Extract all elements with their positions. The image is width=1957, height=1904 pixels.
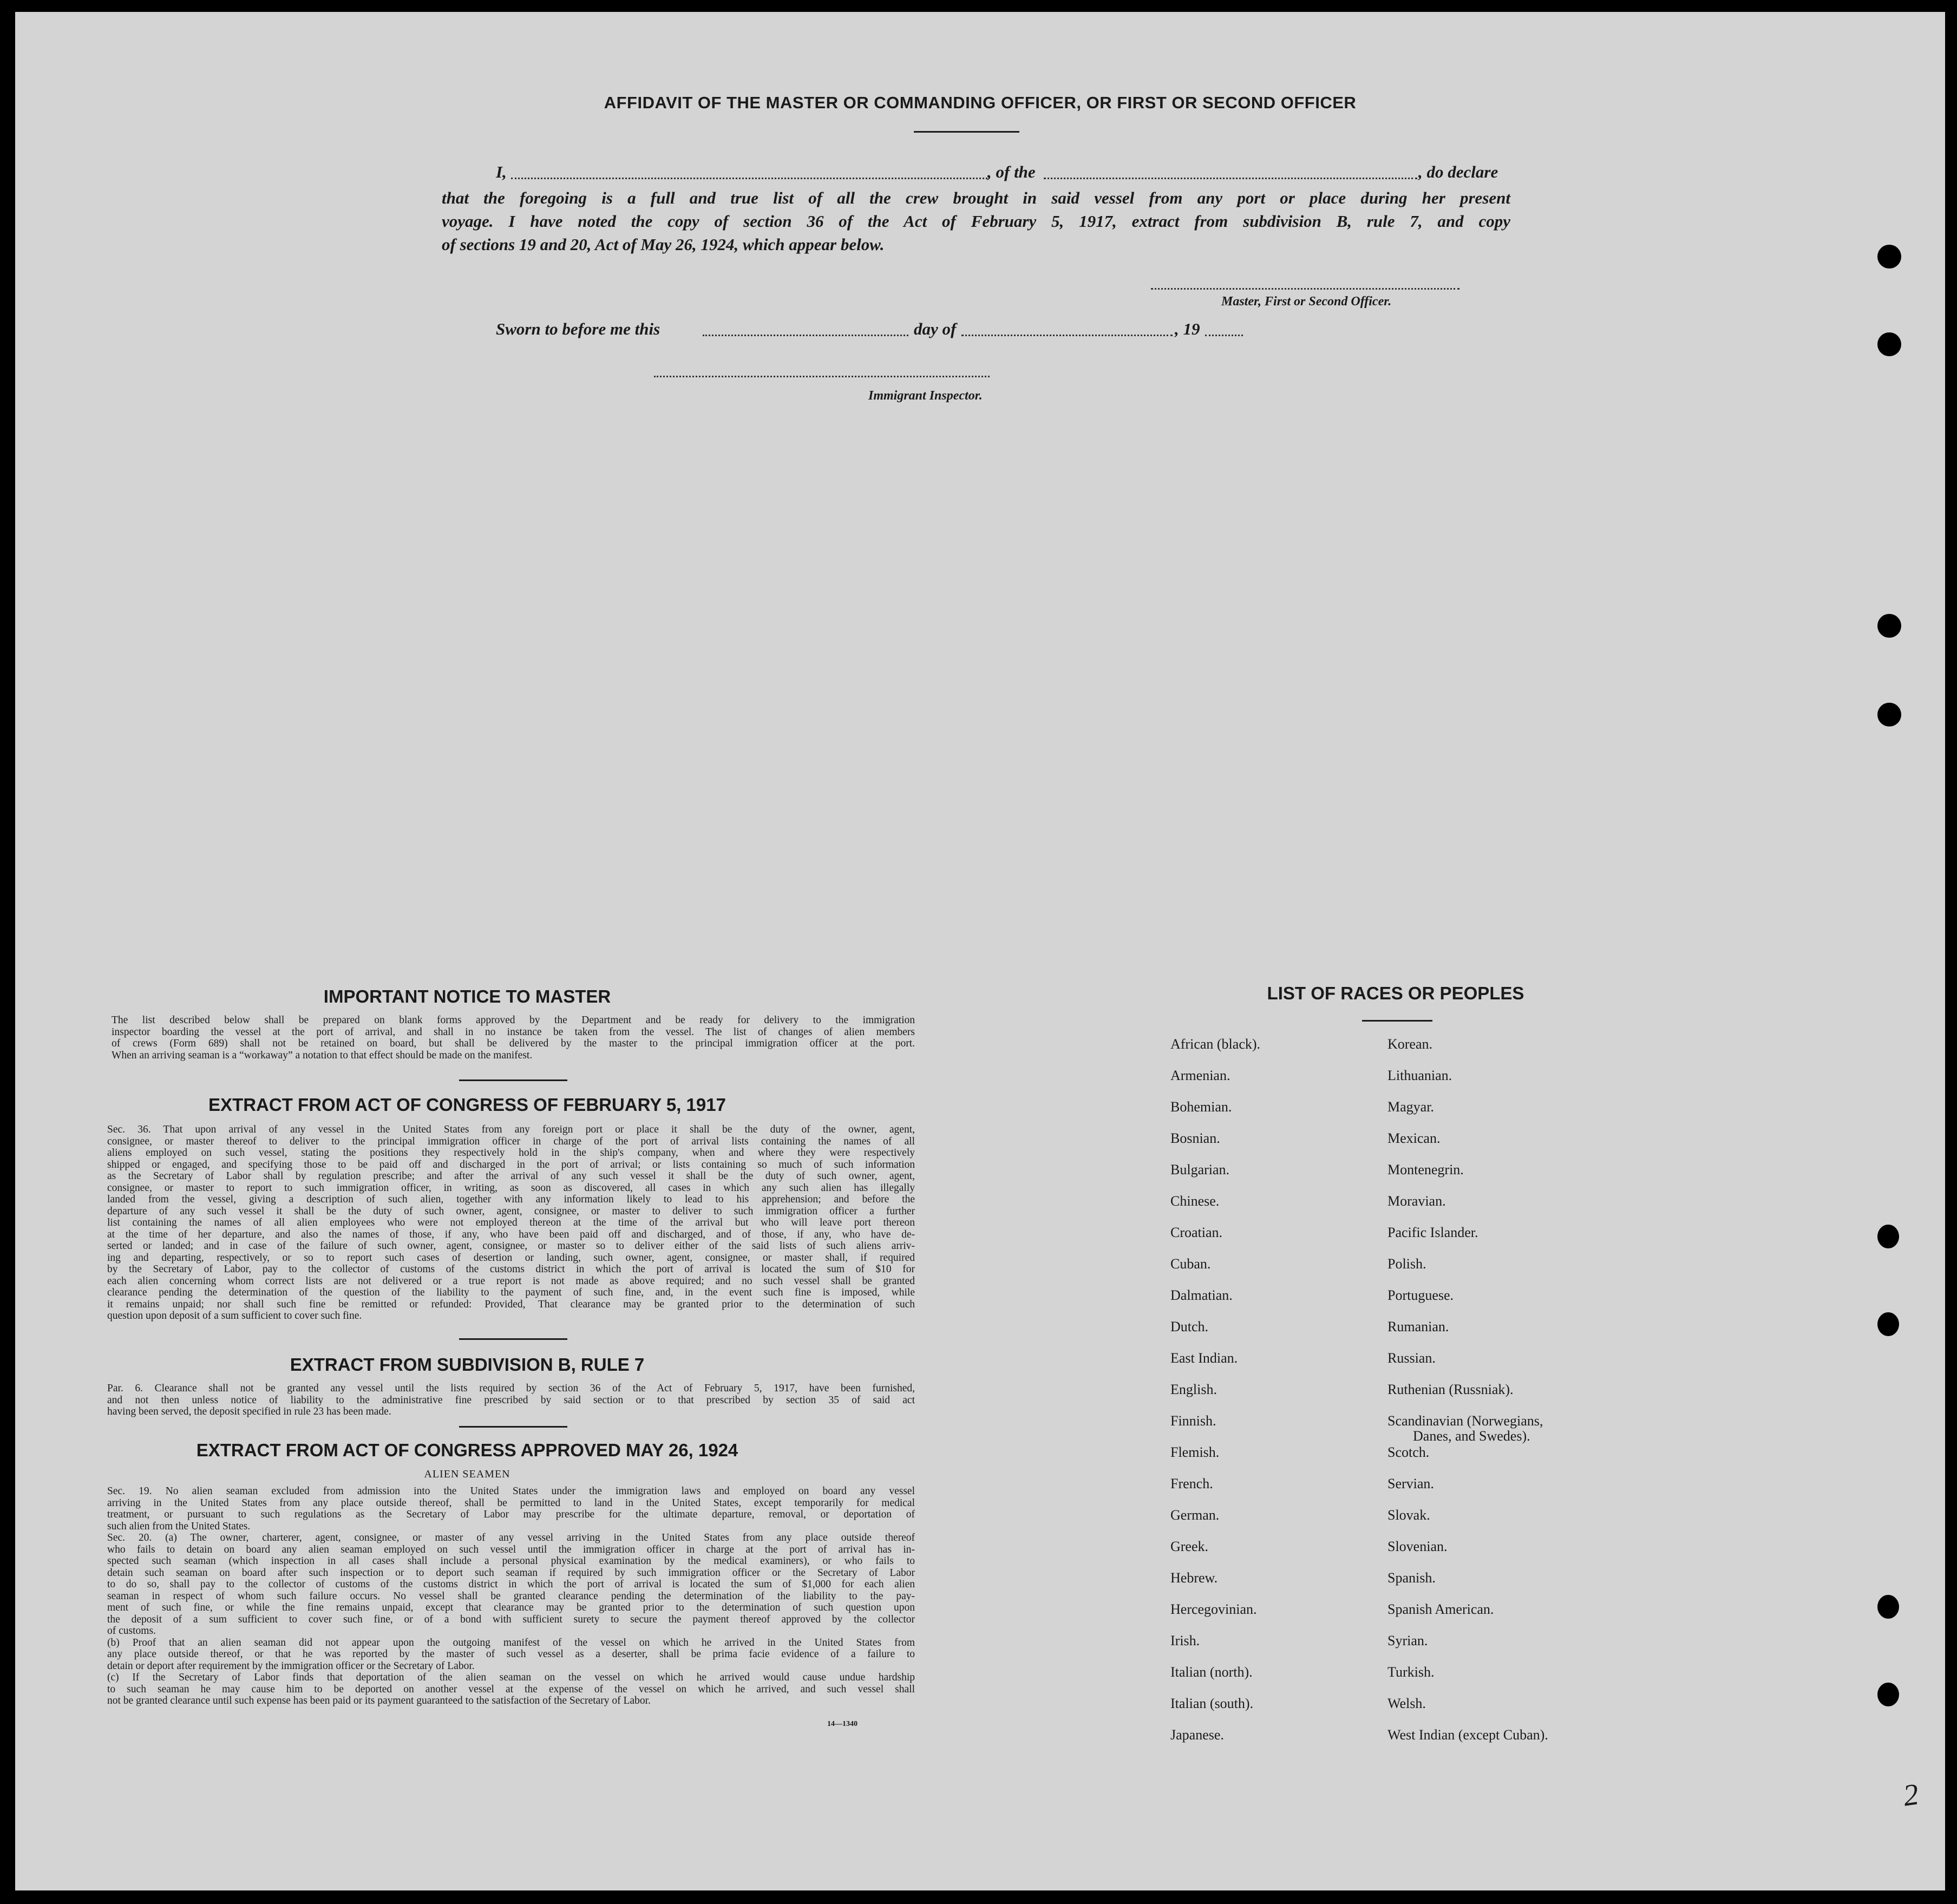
year-label: , 19 [1175, 319, 1200, 338]
race-item: Welsh. [1387, 1696, 1426, 1711]
race-item: Moravian. [1387, 1193, 1446, 1209]
extract-1917-title: EXTRACT FROM ACT OF CONGRESS OF FEBRUARY 5, 1917 [208, 1095, 726, 1115]
extract-1924-line: the deposit of a sum sufficient to cover such fine, or of a bond with sufficient surety to secure the payment thereof approved by the collector [107, 1613, 915, 1625]
race-item: Croatian. [1170, 1225, 1223, 1240]
extract-rule7-line: Par. 6. Clearance shall not be granted any vessel until the lists required by section 36 of the Act of February 5, 1917, have been furnished, [107, 1383, 915, 1394]
binder-hole [1877, 1683, 1899, 1706]
extract-1917-line: each alien concerning whom correct lists are not delivered or a true report is not made as above required; and no such vessel shall be granted [107, 1275, 915, 1287]
master-signature-label: Master, First or Second Officer. [1221, 295, 1392, 309]
race-item: English. [1170, 1382, 1217, 1397]
race-item: Armenian. [1170, 1068, 1231, 1083]
name-blank-line [511, 178, 987, 179]
extract-1924-line: treatment, or pursuant to such regulations as the Secretary of Labor may prescribe for the ultimate departure, removal, or deportation of [107, 1509, 915, 1520]
sworn-label: Sworn to before me this [496, 319, 660, 338]
race-item: Dalmatian. [1170, 1287, 1233, 1303]
day-of-label: day of [914, 319, 957, 338]
race-item: East Indian. [1170, 1350, 1238, 1366]
race-item: Bulgarian. [1170, 1162, 1230, 1177]
section-divider [459, 1426, 567, 1428]
race-item: Dutch. [1170, 1319, 1209, 1334]
extract-1917-line: list containing the names of all alien employees who were not employed thereon at the time of the arrival but who will leave port thereon [107, 1217, 915, 1228]
race-item: Spanish. [1387, 1570, 1436, 1586]
binder-hole [1877, 703, 1901, 727]
race-item: Hebrew. [1170, 1570, 1218, 1586]
binder-hole [1877, 245, 1901, 269]
race-item: Ruthenian (Russniak). [1387, 1382, 1514, 1397]
extract-1917-line: ing and departing, respectively, or so to report such cases of desertion or landing, such owner, agent, consignee, or master shall, if required [107, 1252, 915, 1264]
extract-1924-line: arriving in the United States from any place outside thereof, shall be permitted to land in the United States, except temporarily for medical [107, 1497, 915, 1509]
race-item: Scandinavian (Norwegians, [1387, 1413, 1543, 1429]
notice-text [112, 1015, 915, 1061]
notice-line: of crews (Form 689) shall not be retained on board, but shall be delivered by the master to the principal immigration officer at the port. [112, 1038, 915, 1049]
extract-1917-line: consignee, or master thereof to deliver to the principal immigration officer in charge of the port of arrival lists containing the names of all [107, 1135, 915, 1147]
binder-hole [1877, 614, 1901, 638]
sworn-year-line [1205, 335, 1243, 336]
race-item: Japanese. [1170, 1727, 1224, 1743]
extract-1917-line: consignee, or master to report to such immigration officer, in writing, as soon as discovered, all cases in which any such alien has illegally [107, 1182, 915, 1194]
race-item: Hercegovinian. [1170, 1601, 1257, 1617]
extract-1917-line: Sec. 36. That upon arrival of any vessel in the United States from any foreign port or place it shall be the duty of the owner, agent, [107, 1124, 915, 1135]
extract-1924-title: EXTRACT FROM ACT OF CONGRESS APPROVED MAY 26, 1924 [196, 1440, 738, 1460]
race-item: West Indian (except Cuban). [1387, 1727, 1548, 1743]
race-item: Flemish. [1170, 1444, 1220, 1460]
race-item: Russian. [1387, 1350, 1436, 1366]
extract-1924-line: of customs. [107, 1625, 156, 1637]
affidavit-body [442, 186, 1510, 256]
section-divider [459, 1338, 567, 1340]
race-item: Chinese. [1170, 1193, 1220, 1209]
document-page [15, 12, 1945, 1890]
sworn-month-line [961, 335, 1173, 336]
extract-1924-line: seaman in respect of whom such failure occurs. No vessel shall be granted clearance pending the determination of the liability to the pay- [107, 1590, 915, 1602]
race-item: Slovak. [1387, 1507, 1430, 1523]
notice-line: inspector boarding the vessel at the port of arrival, and shall in no instance be taken from the vessel. The list of changes of alien members [112, 1026, 915, 1038]
sworn-day-line [703, 335, 908, 336]
binder-hole [1877, 1595, 1899, 1619]
extract-1924-text [107, 1486, 915, 1707]
extract-1924-line: who fails to detain on board any alien seaman employed on such vessel until the immigration officer in charge at the port of arrival has in- [107, 1543, 915, 1555]
race-item: Danes, and Swedes). [1413, 1428, 1530, 1444]
extract-1917-line: serted or landed; and in case of the failure of such owner, agent, consignee, or master so to deliver either of the said lists of such aliens arriv- [107, 1240, 915, 1252]
affidavit-body-line: of sections 19 and 20, Act of May 26, 1924, which appear below. [442, 235, 885, 254]
extract-1924-line: such alien from the United States. [107, 1520, 251, 1532]
extract-1917-line: landed from the vessel, giving a description of such alien, together with any information likely to lead to his apprehension; and before the [107, 1194, 915, 1205]
extract-rule7-line: and not then unless notice of liability to the administrative fine prescribed by said section or to that prescribed by section 35 of said act [107, 1394, 915, 1406]
race-item: Korean. [1387, 1036, 1433, 1052]
race-item: Pacific Islander. [1387, 1225, 1478, 1240]
race-item: Turkish. [1387, 1664, 1435, 1680]
affidavit-body-line: that the foregoing is a full and true list of all the crew brought in said vessel from any port or place during her present [442, 188, 1510, 207]
extract-1917-line: clearance pending the determination of the question of the liability to the payment of such fine, and, in the event such fine is imposed, while [107, 1287, 915, 1298]
race-item: Polish. [1387, 1256, 1426, 1272]
race-item: Rumanian. [1387, 1319, 1449, 1334]
race-item: Finnish. [1170, 1413, 1216, 1429]
race-item: Italian (north). [1170, 1664, 1253, 1680]
alien-seamen-subtitle: ALIEN SEAMEN [424, 1468, 510, 1480]
do-declare-label: , do declare [1418, 162, 1498, 181]
race-item: German. [1170, 1507, 1220, 1523]
race-item: Syrian. [1387, 1633, 1428, 1648]
extract-1924-line: ment of such fine, or while the fine remains unpaid, except that clearance may be granted prior to the determination of such question upon [107, 1602, 915, 1613]
section-divider [459, 1079, 567, 1081]
race-item: Montenegrin. [1387, 1162, 1464, 1177]
extract-1924-line: any place outside thereof, or that he was reported by the master of such vessel as a deserter, shall be prima facie evidence of a failure to [107, 1648, 915, 1660]
notice-line: The list described below shall be prepared on blank forms approved by the Department and be ready for delivery to the immigration [112, 1015, 915, 1026]
extract-1924-line: not be granted clearance until such expense has been paid or its payment guaranteed to the satisfaction of the Secretary of Labor. [107, 1695, 651, 1706]
page-number: 2 [1901, 1777, 1921, 1813]
extract-1917-line: question upon deposit of a sum sufficient to cover such fine. [107, 1310, 362, 1321]
extract-1917-line: aliens employed on such vessel, stating the positions they respectively hold in the ship's company, when and where they were respectively [107, 1147, 915, 1159]
binder-hole [1877, 1312, 1899, 1336]
extract-1924-line: spected such seaman (which inspection in all cases shall include a personal physical examination by the medical examiners), or who fails to [107, 1555, 915, 1567]
notice-line: When an arriving seaman is a “workaway” a notation to that effect should be made on the manifest. [112, 1049, 533, 1061]
race-item: Lithuanian. [1387, 1068, 1452, 1083]
race-item: Irish. [1170, 1633, 1200, 1648]
extract-1924-line: (c) If the Secretary of Labor finds that deportation of the alien seaman on the vessel on which he arrived would cause undue hardship [107, 1672, 915, 1683]
extract-1924-line: (b) Proof that an alien seaman did not appear upon the outgoing manifest of the vessel on which he arrived in the United States from [107, 1637, 915, 1648]
extract-rule7-text [107, 1383, 915, 1418]
affidavit-body-line: voyage. I have noted the copy of section 36 of the Act of February 5, 1917, extract from subdivision B, rule 7, and copy [442, 212, 1510, 231]
extract-1917-line: as the Secretary of Labor shall by regulation prescribe; and after the arrival of any such vessel it shall be the duty of such owner, agent, [107, 1170, 915, 1182]
race-item: Cuban. [1170, 1256, 1211, 1272]
extract-1917-text [107, 1124, 915, 1322]
extract-1917-line: by the Secretary of Labor, pay to the collector of customs of the customs district in which the port of arrival is located the sum of $10 for [107, 1264, 915, 1275]
race-item: Slovenian. [1387, 1539, 1448, 1554]
race-item: Portuguese. [1387, 1287, 1454, 1303]
extract-1924-line: Sec. 19. No alien seaman excluded from admission into the United States under the immigration laws and employed on board any vessel [107, 1486, 915, 1497]
of-the-label: , of the [987, 162, 1036, 181]
race-item: African (black). [1170, 1036, 1261, 1052]
races-title: LIST OF RACES OR PEOPLES [1267, 983, 1524, 1003]
race-item: Bosnian. [1170, 1130, 1220, 1146]
race-item: Mexican. [1387, 1130, 1441, 1146]
extract-1924-line: detain or deport after requirement by the immigration officer or the Secretary of Labor. [107, 1660, 475, 1672]
extract-1917-line: it remains unpaid; nor shall such fine be remitted or refunded: Provided, That clearance may be granted prior to the determination of such [107, 1298, 915, 1310]
race-item: Scotch. [1387, 1444, 1430, 1460]
extract-1924-line: Sec. 20. (a) The owner, charterer, agent, consignee, or master of any vessel arriving in the United States from any place outside thereof [107, 1532, 915, 1543]
affidavit-i-label: I, [496, 162, 507, 181]
extract-rule7-title: EXTRACT FROM SUBDIVISION B, RULE 7 [290, 1355, 645, 1375]
notice-title: IMPORTANT NOTICE TO MASTER [323, 986, 611, 1006]
races-title-underline [1362, 1020, 1432, 1022]
inspector-signature-line [654, 376, 990, 377]
binder-hole [1877, 1225, 1899, 1248]
extract-1917-line: shipped or engaged, and specifying those to be paid off and discharged in the port of arrival; or lists containing so much of such information [107, 1159, 915, 1170]
race-item: French. [1170, 1476, 1213, 1491]
extract-1924-line: to such seaman he may cause him to be deported on another vessel at the expense of the vessel on which he arrived, and such vessel shall [107, 1683, 915, 1695]
extract-1917-line: departure of any such vessel it shall be the duty of such owner, agent, consignee, or master to deliver to such immigration officer a further [107, 1205, 915, 1217]
extract-1917-line: at the time of her departure, and also the names of those, if any, who have been paid off and discharged, and of those, if any, who have de- [107, 1228, 915, 1240]
title-underline [914, 131, 1019, 133]
master-signature-line [1151, 288, 1459, 290]
race-item: Magyar. [1387, 1099, 1434, 1115]
form-number: 14—1340 [827, 1720, 858, 1728]
vessel-blank-line [1044, 178, 1417, 179]
extract-rule7-line: having been served, the deposit specified in rule 23 has been made. [107, 1406, 391, 1417]
race-item: Spanish American. [1387, 1601, 1494, 1617]
race-item: Bohemian. [1170, 1099, 1232, 1115]
race-item: Greek. [1170, 1539, 1209, 1554]
race-item: Servian. [1387, 1476, 1434, 1491]
binder-hole [1877, 332, 1901, 356]
extract-1924-line: to do so, shall pay to the collector of customs of the customs district in which the port of arrival is located the sum of $1,000 for each alien [107, 1579, 915, 1590]
race-item: Italian (south). [1170, 1696, 1254, 1711]
extract-1924-line: detain such seaman on board after such inspection or to deport such seaman if required by such immigration officer or the Secretary of Labor [107, 1567, 915, 1579]
inspector-label: Immigrant Inspector. [868, 389, 983, 403]
affidavit-title: AFFIDAVIT OF THE MASTER OR COMMANDING OFFICER, OR FIRST OR SECOND OFFICER [604, 93, 1357, 112]
